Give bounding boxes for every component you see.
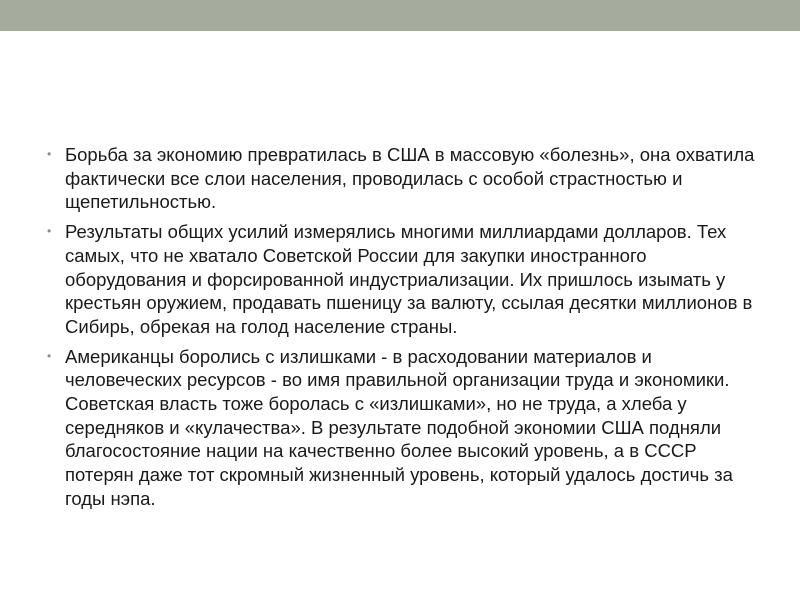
slide-body — [47, 143, 767, 517]
bullet-text: Американцы боролись с излишками - в расходовании материалов и человеческих ресурсов - во имя правильной организации труда и экономики. Советская власть тоже боролась с «излишками», но не труда, а хлеба у середняков и «кулачества». В результате подобной экономии США подняли благосостояние нации на качественно более высокий уровень, а в СССР потерян даже тот скромный жизненный уровень, который удалось достичь за годы нэпа. — [65, 345, 733, 509]
bullet-text: Борьба за экономию превратилась в США в массовую «болезнь», она охватила фактически все слои населения, проводилась с особой страстностью и щепетильностью. — [65, 144, 755, 213]
bullet-text: Результаты общих усилий измерялись многими миллиардами долларов. Тех самых, что не хватало Советской России для закупки иностранного оборудования и форсированной индустриализации. Их пришлось изымать у крестьян оружием, продавать пшеницу за валюту, ссылая десятки миллионов в Сибирь, обрекая на голод население страны. — [65, 221, 753, 337]
bullet-marker: • — [47, 224, 52, 239]
bullet-item — [47, 345, 767, 511]
bullet-item — [47, 220, 767, 339]
bullet-marker: • — [47, 147, 52, 161]
bullet-marker: • — [47, 348, 52, 363]
top-header-band — [0, 0, 800, 31]
bullet-item — [47, 143, 767, 214]
